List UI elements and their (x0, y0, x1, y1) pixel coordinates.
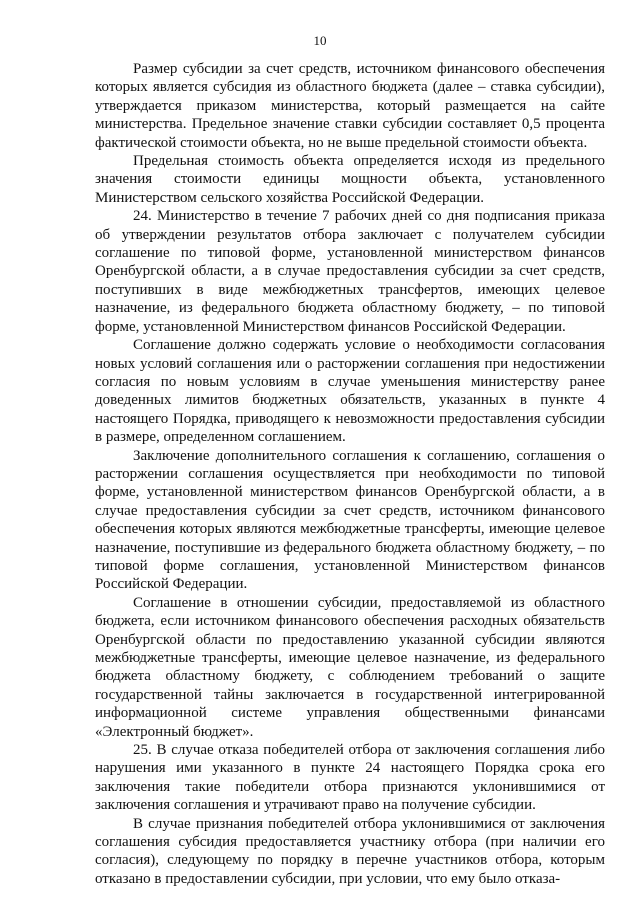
paragraph-agreement-conditions: Соглашение должно содержать условие о необходимости согласования новых условий соглашения или о расторжении соглашения при недостижении согласия по новым условиям в случае уменьшения министерству ранее доведенных лимитов бюджетных обязательств, указанных в пункте 4 настоящего Порядка, приводящего к невозможности предоставления субсидии в размере, определенном соглашением. (95, 337, 605, 446)
paragraph-evasion-case: В случае признания победителей отбора уклонившимися от заключения соглашения субсидия предоставляется участнику отбора (при наличии его согласия), следующему по порядку в перечне участников отбора, которым отказано в предоставлении субсидии, при условии, что ему было отказа- (95, 815, 605, 887)
paragraph-max-object-cost: Предельная стоимость объекта определяется исходя из предельного значения стоимости единицы мощности объекта, установленного Министерством сельского хозяйства Российской Федерации. (95, 153, 605, 206)
paragraph-clause-25: 25. В случае отказа победителей отбора от заключения соглашения либо нарушения ими указанного в пункте 24 настоящего Порядка срока его заключения такие победители отбора признаются уклонившимися от заключения соглашения и утрачивают право на получение субсидии. (95, 742, 605, 814)
page-number: 10 (313, 33, 327, 48)
paragraph-electronic-budget: Соглашение в отношении субсидии, предоставляемой из областного бюджета, если источником финансового обеспечения расходных обязательств Оренбургской области по предоставлению указанной субсидии являются межбюджетные трансферты, имеющие целевое назначение, из федерального бюджета областному бюджету, с соблюдением требований о защите государственной тайны заключается в государственной интегрированной информационной системе управления общественными финансами «Электронный бюджет». (95, 594, 605, 740)
paragraph-clause-24: 24. Министерство в течение 7 рабочих дней со дня подписания приказа об утверждении результатов отбора заключает с получателем субсидии соглашение по типовой форме, установленной министерством финансов Оренбургской области, а в случае предоставления субсидии за счет средств, поступивших в виде межбюджетных трансфертов, имеющих целевое назначение, из федерального бюджета областному бюджету, – по типовой форме, установленной Министерством финансов Российской Федерации. (95, 208, 605, 335)
paragraph-additional-agreement: Заключение дополнительного соглашения к соглашению, соглашения о расторжении соглашения осуществляется при необходимости по типовой форме, установленной министерством финансов Оренбургской области, а в случае предоставления субсидии за счет средств, источником финансового обеспечения которых являются межбюджетные трансферты, имеющие целевое назначение, поступившие из федерального бюджета областному бюджету, – по типовой форме соглашения, установленной Министерством финансов Российской Федерации. (95, 447, 605, 593)
document-body (95, 60, 605, 888)
paragraph-subsidy-rate: Размер субсидии за счет средств, источником финансового обеспечения которых является субсидия из областного бюджета (далее – ставка субсидии), утверждается приказом министерства, который размещается на сайте министерства. Предельное значение ставки субсидии составляет 0,5 процента фактической стоимости объекта, но не выше предельной стоимости объекта. (95, 61, 605, 151)
